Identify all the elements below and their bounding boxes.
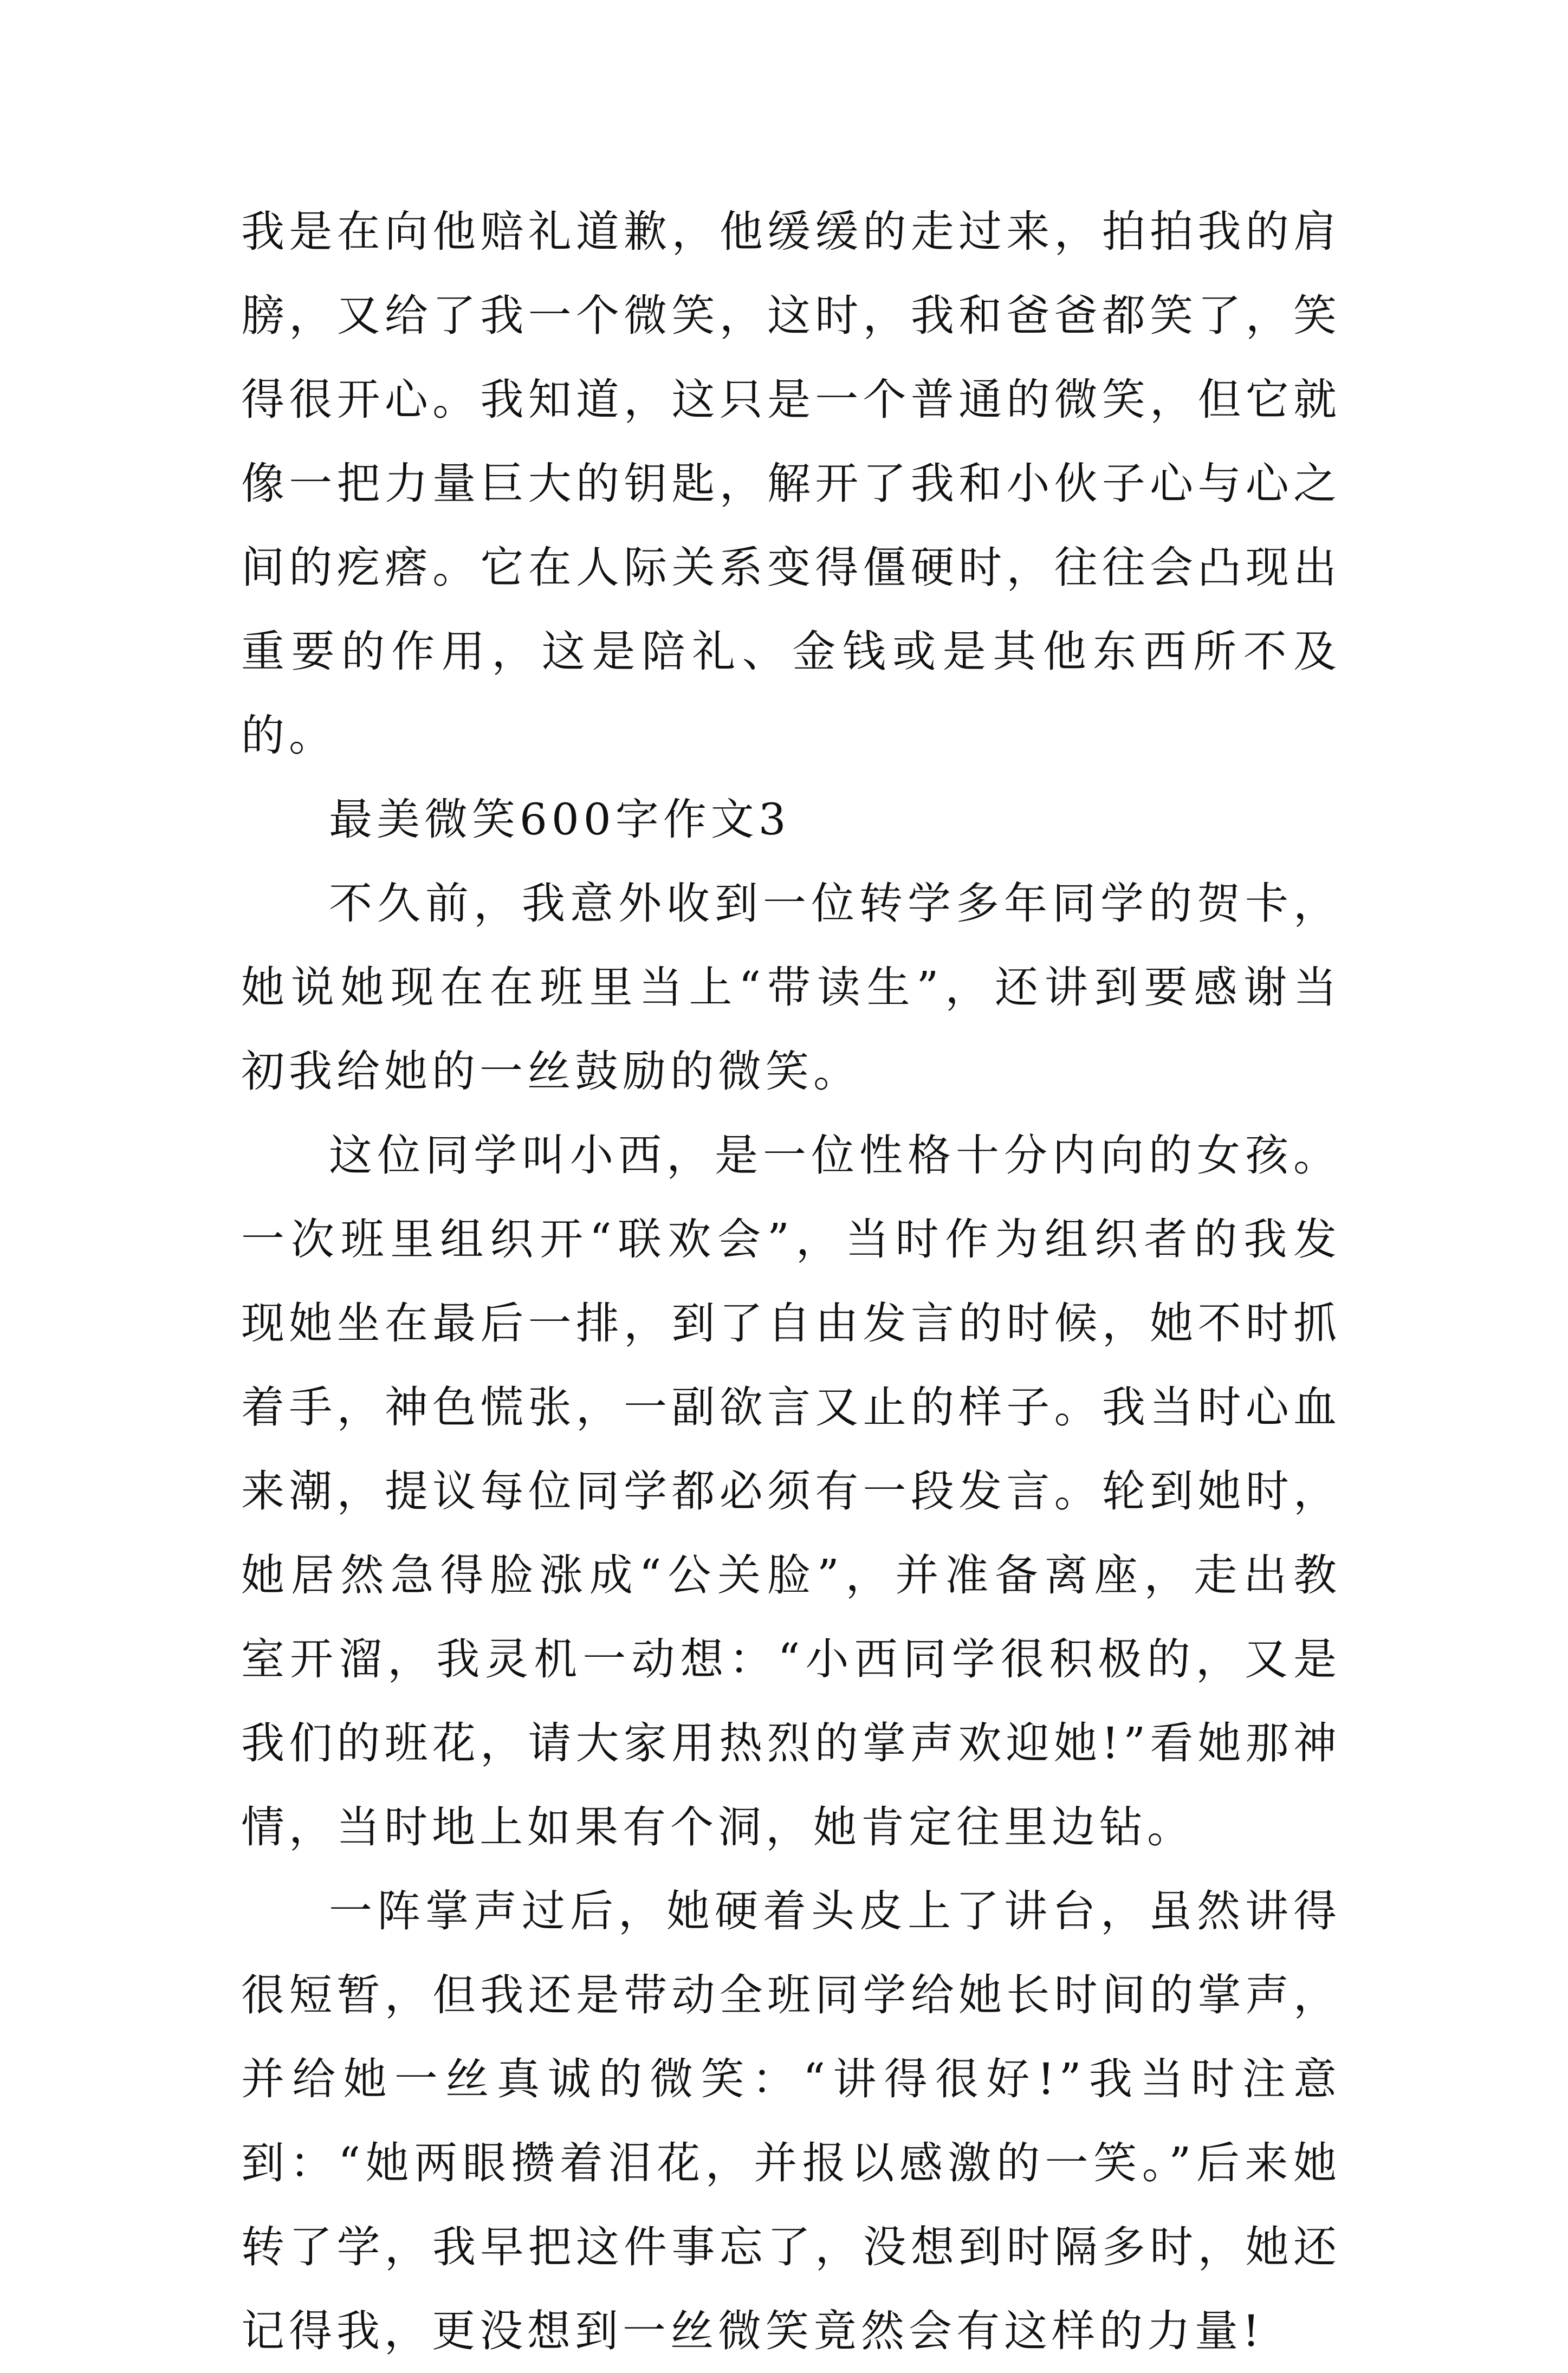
paragraph: 不久前，我意外收到一位转学多年同学的贺卡，她说她现在在班里当上“带读生”，还讲到要感谢当初我给她的一丝鼓励的微笑。 bbox=[241, 878, 1341, 1097]
paragraph-continued: 我是在向他赔礼道歉，他缓缓的走过来，拍拍我的肩膀，又给了我一个微笑，这时，我和爸爸都笑了，笑得很开心。我知道，这只是一个普通的微笑，但它就像一把力量巨大的钥匙，解开了我和小伙子心与心之间的疙瘩。它在人际关系变得僵硬时，往往会凸现出重要的作用，这是陪礼、金钱或是其他东西所不及的。 bbox=[241, 206, 1341, 761]
section-title: 最美微笑600字作文3 bbox=[329, 794, 791, 845]
document-body bbox=[241, 190, 1341, 2373]
paragraph: 这位同学叫小西，是一位性格十分内向的女孩。一次班里组织开“联欢会”，当时作为组织者的我发现她坐在最后一排，到了自由发言的时候，她不时抓着手，神色慌张，一副欲言又止的样子。我当时心血来潮，提议每位同学都必须有一段发言。轮到她时，她居然急得脸涨成“公关脸”，并准备离座，走出教室开溜，我灵机一动想：“小西同学很积极的，又是我们的班花，请大家用热烈的掌声欢迎她!”看她那神情，当时地上如果有个洞，她肯定往里边钻。 bbox=[241, 1130, 1341, 1852]
paragraph: 一阵掌声过后，她硬着头皮上了讲台，虽然讲得很短暂，但我还是带动全班同学给她长时间的掌声，并给她一丝真诚的微笑：“讲得很好!”我当时注意到：“她两眼攒着泪花，并报以感激的一笑。”后来她转了学，我早把这件事忘了，没想到时隔多时，她还记得我，更没想到一丝微笑竟然会有这样的力量! bbox=[241, 1886, 1341, 2356]
